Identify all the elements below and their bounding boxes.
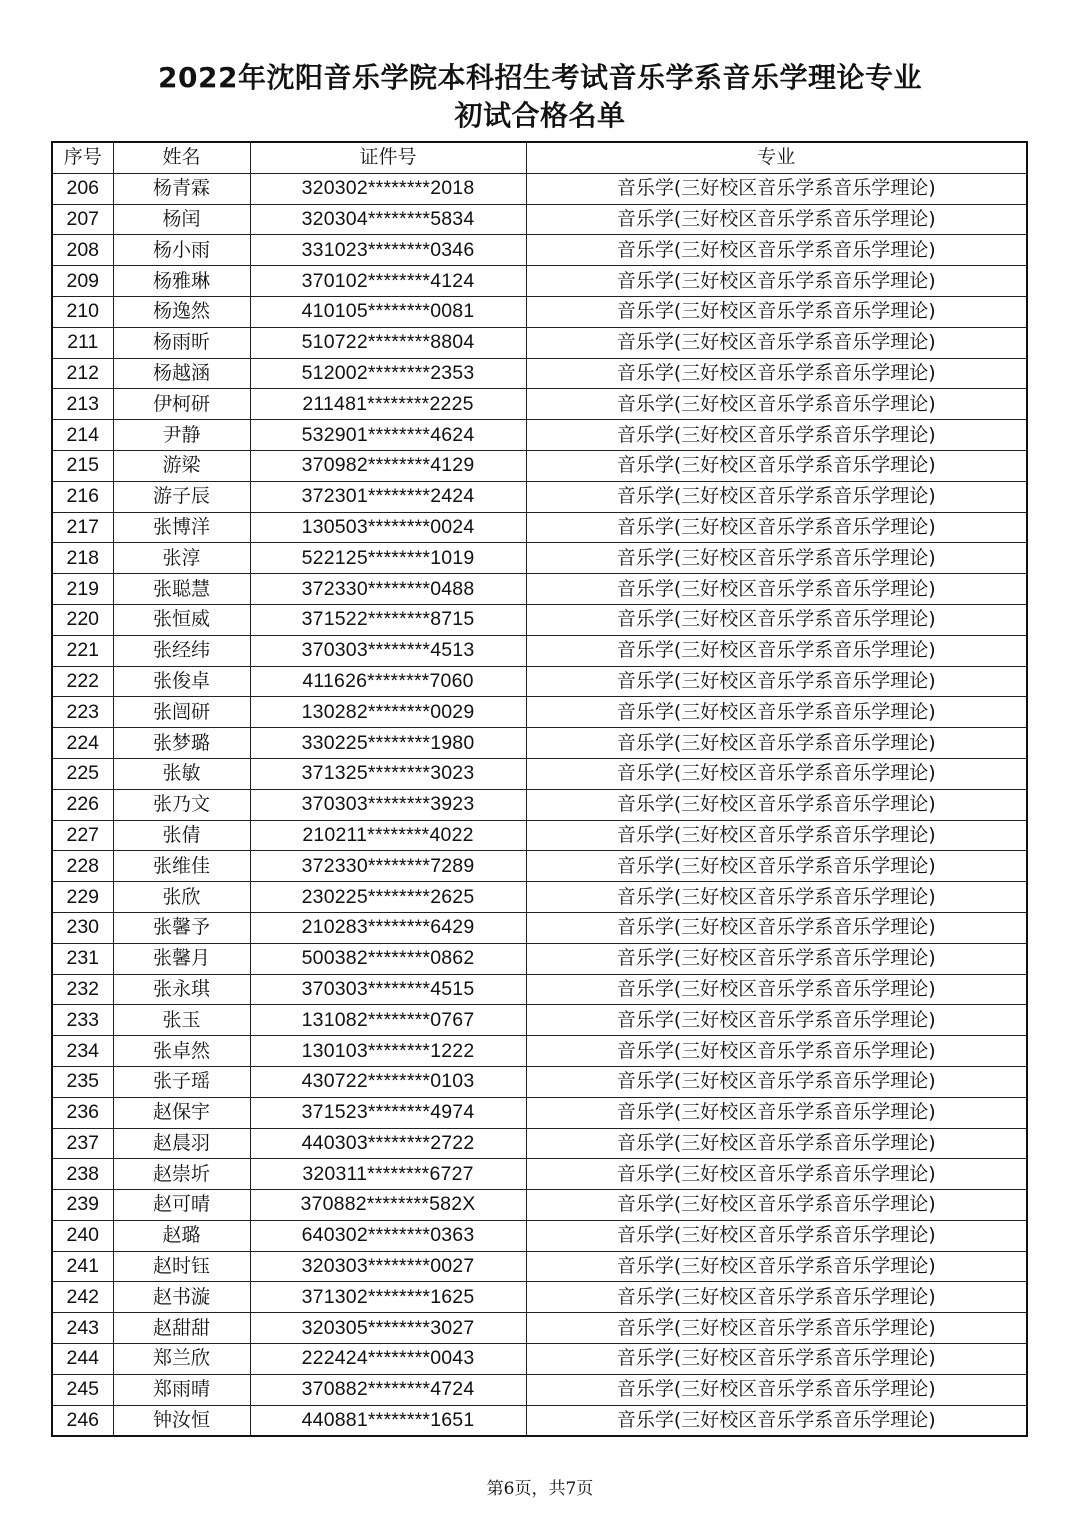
cell-id: 640302********0363: [250, 1220, 526, 1251]
cell-name: 杨闰: [113, 204, 250, 235]
cell-major: 音乐学(三好校区音乐学系音乐学理论): [526, 1405, 1027, 1436]
cell-seq: 242: [52, 1282, 113, 1313]
cell-major: 音乐学(三好校区音乐学系音乐学理论): [526, 1159, 1027, 1190]
table-row: [52, 1005, 1027, 1036]
cell-name: 赵晨羽: [113, 1128, 250, 1159]
cell-id: 320304********5834: [250, 204, 526, 235]
table-row: [52, 1066, 1027, 1097]
cell-name: 张淳: [113, 543, 250, 574]
cell-seq: 241: [52, 1251, 113, 1282]
cell-name: 尹静: [113, 420, 250, 451]
page-title: 2022年沈阳音乐学院本科招生考试音乐学系音乐学理论专业: [158, 61, 922, 94]
cell-name: 张博洋: [113, 512, 250, 543]
cell-major: 音乐学(三好校区音乐学系音乐学理论): [526, 758, 1027, 789]
cell-major: 音乐学(三好校区音乐学系音乐学理论): [526, 882, 1027, 913]
cell-major: 音乐学(三好校区音乐学系音乐学理论): [526, 358, 1027, 389]
table-row: [52, 882, 1027, 913]
table-row: [52, 789, 1027, 820]
cell-name: 张永琪: [113, 974, 250, 1005]
cell-name: 赵时钰: [113, 1251, 250, 1282]
cell-id: 532901********4624: [250, 420, 526, 451]
cell-id: 371523********4974: [250, 1097, 526, 1128]
cell-id: 372330********7289: [250, 851, 526, 882]
cell-id: 370303********3923: [250, 789, 526, 820]
cell-id: 320305********3027: [250, 1313, 526, 1344]
cell-id: 320311********6727: [250, 1159, 526, 1190]
cell-major: 音乐学(三好校区音乐学系音乐学理论): [526, 1374, 1027, 1405]
table-row: [52, 728, 1027, 759]
cell-major: 音乐学(三好校区音乐学系音乐学理论): [526, 666, 1027, 697]
table-row: [52, 1159, 1027, 1190]
cell-id: 320303********0027: [250, 1251, 526, 1282]
cell-name: 张卓然: [113, 1036, 250, 1067]
table-row: [52, 296, 1027, 327]
table-row: [52, 697, 1027, 728]
cell-id: 372301********2424: [250, 481, 526, 512]
cell-seq: 246: [52, 1405, 113, 1436]
table-row: [52, 235, 1027, 266]
cell-name: 张玉: [113, 1005, 250, 1036]
cell-id: 370102********4124: [250, 266, 526, 297]
cell-major: 音乐学(三好校区音乐学系音乐学理论): [526, 420, 1027, 451]
cell-seq: 219: [52, 574, 113, 605]
table-row: [52, 481, 1027, 512]
cell-seq: 208: [52, 235, 113, 266]
cell-id: 500382********0862: [250, 943, 526, 974]
cell-seq: 220: [52, 604, 113, 635]
cell-seq: 233: [52, 1005, 113, 1036]
cell-major: 音乐学(三好校区音乐学系音乐学理论): [526, 1097, 1027, 1128]
cell-seq: 229: [52, 882, 113, 913]
cell-major: 音乐学(三好校区音乐学系音乐学理论): [526, 851, 1027, 882]
table-row: [52, 1190, 1027, 1221]
cell-seq: 237: [52, 1128, 113, 1159]
table-row: [52, 758, 1027, 789]
table-row: [52, 389, 1027, 420]
cell-major: 音乐学(三好校区音乐学系音乐学理论): [526, 943, 1027, 974]
cell-name: 张子瑶: [113, 1066, 250, 1097]
cell-seq: 238: [52, 1159, 113, 1190]
header-seq: 序号: [52, 142, 113, 173]
cell-seq: 221: [52, 635, 113, 666]
table-row: [52, 173, 1027, 204]
cell-major: 音乐学(三好校区音乐学系音乐学理论): [526, 912, 1027, 943]
table-row: [52, 1097, 1027, 1128]
cell-seq: 230: [52, 912, 113, 943]
cell-id: 370303********4513: [250, 635, 526, 666]
cell-id: 210211********4022: [250, 820, 526, 851]
table-row: [52, 450, 1027, 481]
cell-seq: 210: [52, 296, 113, 327]
cell-major: 音乐学(三好校区音乐学系音乐学理论): [526, 1190, 1027, 1221]
cell-major: 音乐学(三好校区音乐学系音乐学理论): [526, 635, 1027, 666]
cell-name: 张维佳: [113, 851, 250, 882]
table-body: [52, 173, 1027, 1436]
cell-name: 游子辰: [113, 481, 250, 512]
cell-seq: 232: [52, 974, 113, 1005]
cell-seq: 245: [52, 1374, 113, 1405]
cell-seq: 231: [52, 943, 113, 974]
cell-id: 331023********0346: [250, 235, 526, 266]
cell-id: 320302********2018: [250, 173, 526, 204]
cell-seq: 209: [52, 266, 113, 297]
cell-name: 钟汝恒: [113, 1405, 250, 1436]
cell-major: 音乐学(三好校区音乐学系音乐学理论): [526, 235, 1027, 266]
table-row: [52, 635, 1027, 666]
cell-name: 张欣: [113, 882, 250, 913]
cell-major: 音乐学(三好校区音乐学系音乐学理论): [526, 728, 1027, 759]
table-row: [52, 574, 1027, 605]
cell-major: 音乐学(三好校区音乐学系音乐学理论): [526, 1220, 1027, 1251]
table-row: [52, 604, 1027, 635]
table-row: [52, 512, 1027, 543]
table-row: [52, 1313, 1027, 1344]
header-name: 姓名: [113, 142, 250, 173]
header-major: 专业: [526, 142, 1027, 173]
cell-seq: 226: [52, 789, 113, 820]
cell-id: 222424********0043: [250, 1344, 526, 1375]
cell-id: 370882********4724: [250, 1374, 526, 1405]
cell-seq: 234: [52, 1036, 113, 1067]
cell-seq: 225: [52, 758, 113, 789]
table-row: [52, 666, 1027, 697]
cell-seq: 212: [52, 358, 113, 389]
cell-name: 伊柯研: [113, 389, 250, 420]
table-row: [52, 358, 1027, 389]
cell-id: 411626********7060: [250, 666, 526, 697]
cell-major: 音乐学(三好校区音乐学系音乐学理论): [526, 266, 1027, 297]
cell-seq: 206: [52, 173, 113, 204]
table-row: [52, 1128, 1027, 1159]
table-row: [52, 851, 1027, 882]
cell-major: 音乐学(三好校区音乐学系音乐学理论): [526, 1251, 1027, 1282]
cell-id: 371302********1625: [250, 1282, 526, 1313]
cell-name: 张梦璐: [113, 728, 250, 759]
table-row: [52, 1282, 1027, 1313]
cell-name: 郑雨晴: [113, 1374, 250, 1405]
page-number: 第6页，共7页: [486, 1479, 594, 1499]
cell-id: 370982********4129: [250, 450, 526, 481]
page-subtitle: 初试合格名单: [454, 99, 626, 132]
cell-major: 音乐学(三好校区音乐学系音乐学理论): [526, 1313, 1027, 1344]
cell-major: 音乐学(三好校区音乐学系音乐学理论): [526, 450, 1027, 481]
cell-major: 音乐学(三好校区音乐学系音乐学理论): [526, 1344, 1027, 1375]
cell-id: 371325********3023: [250, 758, 526, 789]
cell-id: 210283********6429: [250, 912, 526, 943]
cell-id: 430722********0103: [250, 1066, 526, 1097]
cell-name: 杨雅琳: [113, 266, 250, 297]
cell-major: 音乐学(三好校区音乐学系音乐学理论): [526, 1005, 1027, 1036]
cell-major: 音乐学(三好校区音乐学系音乐学理论): [526, 173, 1027, 204]
cell-major: 音乐学(三好校区音乐学系音乐学理论): [526, 697, 1027, 728]
cell-seq: 218: [52, 543, 113, 574]
cell-name: 杨越涵: [113, 358, 250, 389]
cell-seq: 211: [52, 327, 113, 358]
cell-seq: 228: [52, 851, 113, 882]
table-row: [52, 204, 1027, 235]
cell-seq: 222: [52, 666, 113, 697]
cell-major: 音乐学(三好校区音乐学系音乐学理论): [526, 1036, 1027, 1067]
cell-seq: 244: [52, 1344, 113, 1375]
cell-major: 音乐学(三好校区音乐学系音乐学理论): [526, 389, 1027, 420]
cell-seq: 223: [52, 697, 113, 728]
cell-name: 杨青霖: [113, 173, 250, 204]
cell-name: 赵书漩: [113, 1282, 250, 1313]
cell-seq: 215: [52, 450, 113, 481]
cell-name: 张恒威: [113, 604, 250, 635]
cell-id: 371522********8715: [250, 604, 526, 635]
cell-major: 音乐学(三好校区音乐学系音乐学理论): [526, 604, 1027, 635]
cell-major: 音乐学(三好校区音乐学系音乐学理论): [526, 574, 1027, 605]
cell-id: 130282********0029: [250, 697, 526, 728]
cell-name: 张聪慧: [113, 574, 250, 605]
cell-name: 张馨予: [113, 912, 250, 943]
cell-id: 440881********1651: [250, 1405, 526, 1436]
cell-major: 音乐学(三好校区音乐学系音乐学理论): [526, 327, 1027, 358]
cell-major: 音乐学(三好校区音乐学系音乐学理论): [526, 1128, 1027, 1159]
cell-seq: 216: [52, 481, 113, 512]
cell-seq: 217: [52, 512, 113, 543]
cell-seq: 235: [52, 1066, 113, 1097]
cell-id: 522125********1019: [250, 543, 526, 574]
cell-name: 赵甜甜: [113, 1313, 250, 1344]
cell-name: 张倩: [113, 820, 250, 851]
cell-major: 音乐学(三好校区音乐学系音乐学理论): [526, 296, 1027, 327]
table-row: [52, 1251, 1027, 1282]
cell-major: 音乐学(三好校区音乐学系音乐学理论): [526, 481, 1027, 512]
cell-name: 张经纬: [113, 635, 250, 666]
cell-major: 音乐学(三好校区音乐学系音乐学理论): [526, 543, 1027, 574]
cell-id: 370882********582X: [250, 1190, 526, 1221]
cell-seq: 236: [52, 1097, 113, 1128]
cell-major: 音乐学(三好校区音乐学系音乐学理论): [526, 1282, 1027, 1313]
header-id: 证件号: [250, 142, 526, 173]
cell-seq: 224: [52, 728, 113, 759]
cell-name: 张馨月: [113, 943, 250, 974]
cell-seq: 239: [52, 1190, 113, 1221]
table-row: [52, 543, 1027, 574]
cell-name: 赵崇圻: [113, 1159, 250, 1190]
cell-name: 杨逸然: [113, 296, 250, 327]
cell-major: 音乐学(三好校区音乐学系音乐学理论): [526, 1066, 1027, 1097]
cell-seq: 213: [52, 389, 113, 420]
cell-seq: 243: [52, 1313, 113, 1344]
table-row: [52, 327, 1027, 358]
cell-name: 游梁: [113, 450, 250, 481]
table-row: [52, 820, 1027, 851]
table-row: [52, 1344, 1027, 1375]
cell-id: 211481********2225: [250, 389, 526, 420]
table-row: [52, 1405, 1027, 1436]
table-row: [52, 266, 1027, 297]
cell-seq: 214: [52, 420, 113, 451]
cell-id: 512002********2353: [250, 358, 526, 389]
cell-seq: 227: [52, 820, 113, 851]
cell-id: 130503********0024: [250, 512, 526, 543]
cell-name: 郑兰欣: [113, 1344, 250, 1375]
cell-id: 131082********0767: [250, 1005, 526, 1036]
roster-table: [51, 141, 1028, 1437]
cell-id: 372330********0488: [250, 574, 526, 605]
table-row: [52, 1220, 1027, 1251]
cell-name: 张乃文: [113, 789, 250, 820]
table-row: [52, 974, 1027, 1005]
cell-name: 张敏: [113, 758, 250, 789]
table-row: [52, 420, 1027, 451]
cell-major: 音乐学(三好校区音乐学系音乐学理论): [526, 204, 1027, 235]
cell-name: 杨小雨: [113, 235, 250, 266]
cell-id: 440303********2722: [250, 1128, 526, 1159]
cell-id: 410105********0081: [250, 296, 526, 327]
cell-name: 张俊卓: [113, 666, 250, 697]
cell-major: 音乐学(三好校区音乐学系音乐学理论): [526, 789, 1027, 820]
cell-id: 130103********1222: [250, 1036, 526, 1067]
cell-name: 赵可晴: [113, 1190, 250, 1221]
cell-major: 音乐学(三好校区音乐学系音乐学理论): [526, 512, 1027, 543]
cell-seq: 207: [52, 204, 113, 235]
cell-name: 杨雨昕: [113, 327, 250, 358]
table-row: [52, 1036, 1027, 1067]
header-row: [52, 142, 1027, 173]
cell-name: 张闿研: [113, 697, 250, 728]
table-row: [52, 912, 1027, 943]
table-header: [52, 142, 1027, 173]
cell-id: 510722********8804: [250, 327, 526, 358]
cell-id: 330225********1980: [250, 728, 526, 759]
cell-name: 赵璐: [113, 1220, 250, 1251]
cell-major: 音乐学(三好校区音乐学系音乐学理论): [526, 974, 1027, 1005]
cell-id: 230225********2625: [250, 882, 526, 913]
table-row: [52, 943, 1027, 974]
table-row: [52, 1374, 1027, 1405]
cell-id: 370303********4515: [250, 974, 526, 1005]
cell-major: 音乐学(三好校区音乐学系音乐学理论): [526, 820, 1027, 851]
cell-name: 赵保宇: [113, 1097, 250, 1128]
cell-seq: 240: [52, 1220, 113, 1251]
